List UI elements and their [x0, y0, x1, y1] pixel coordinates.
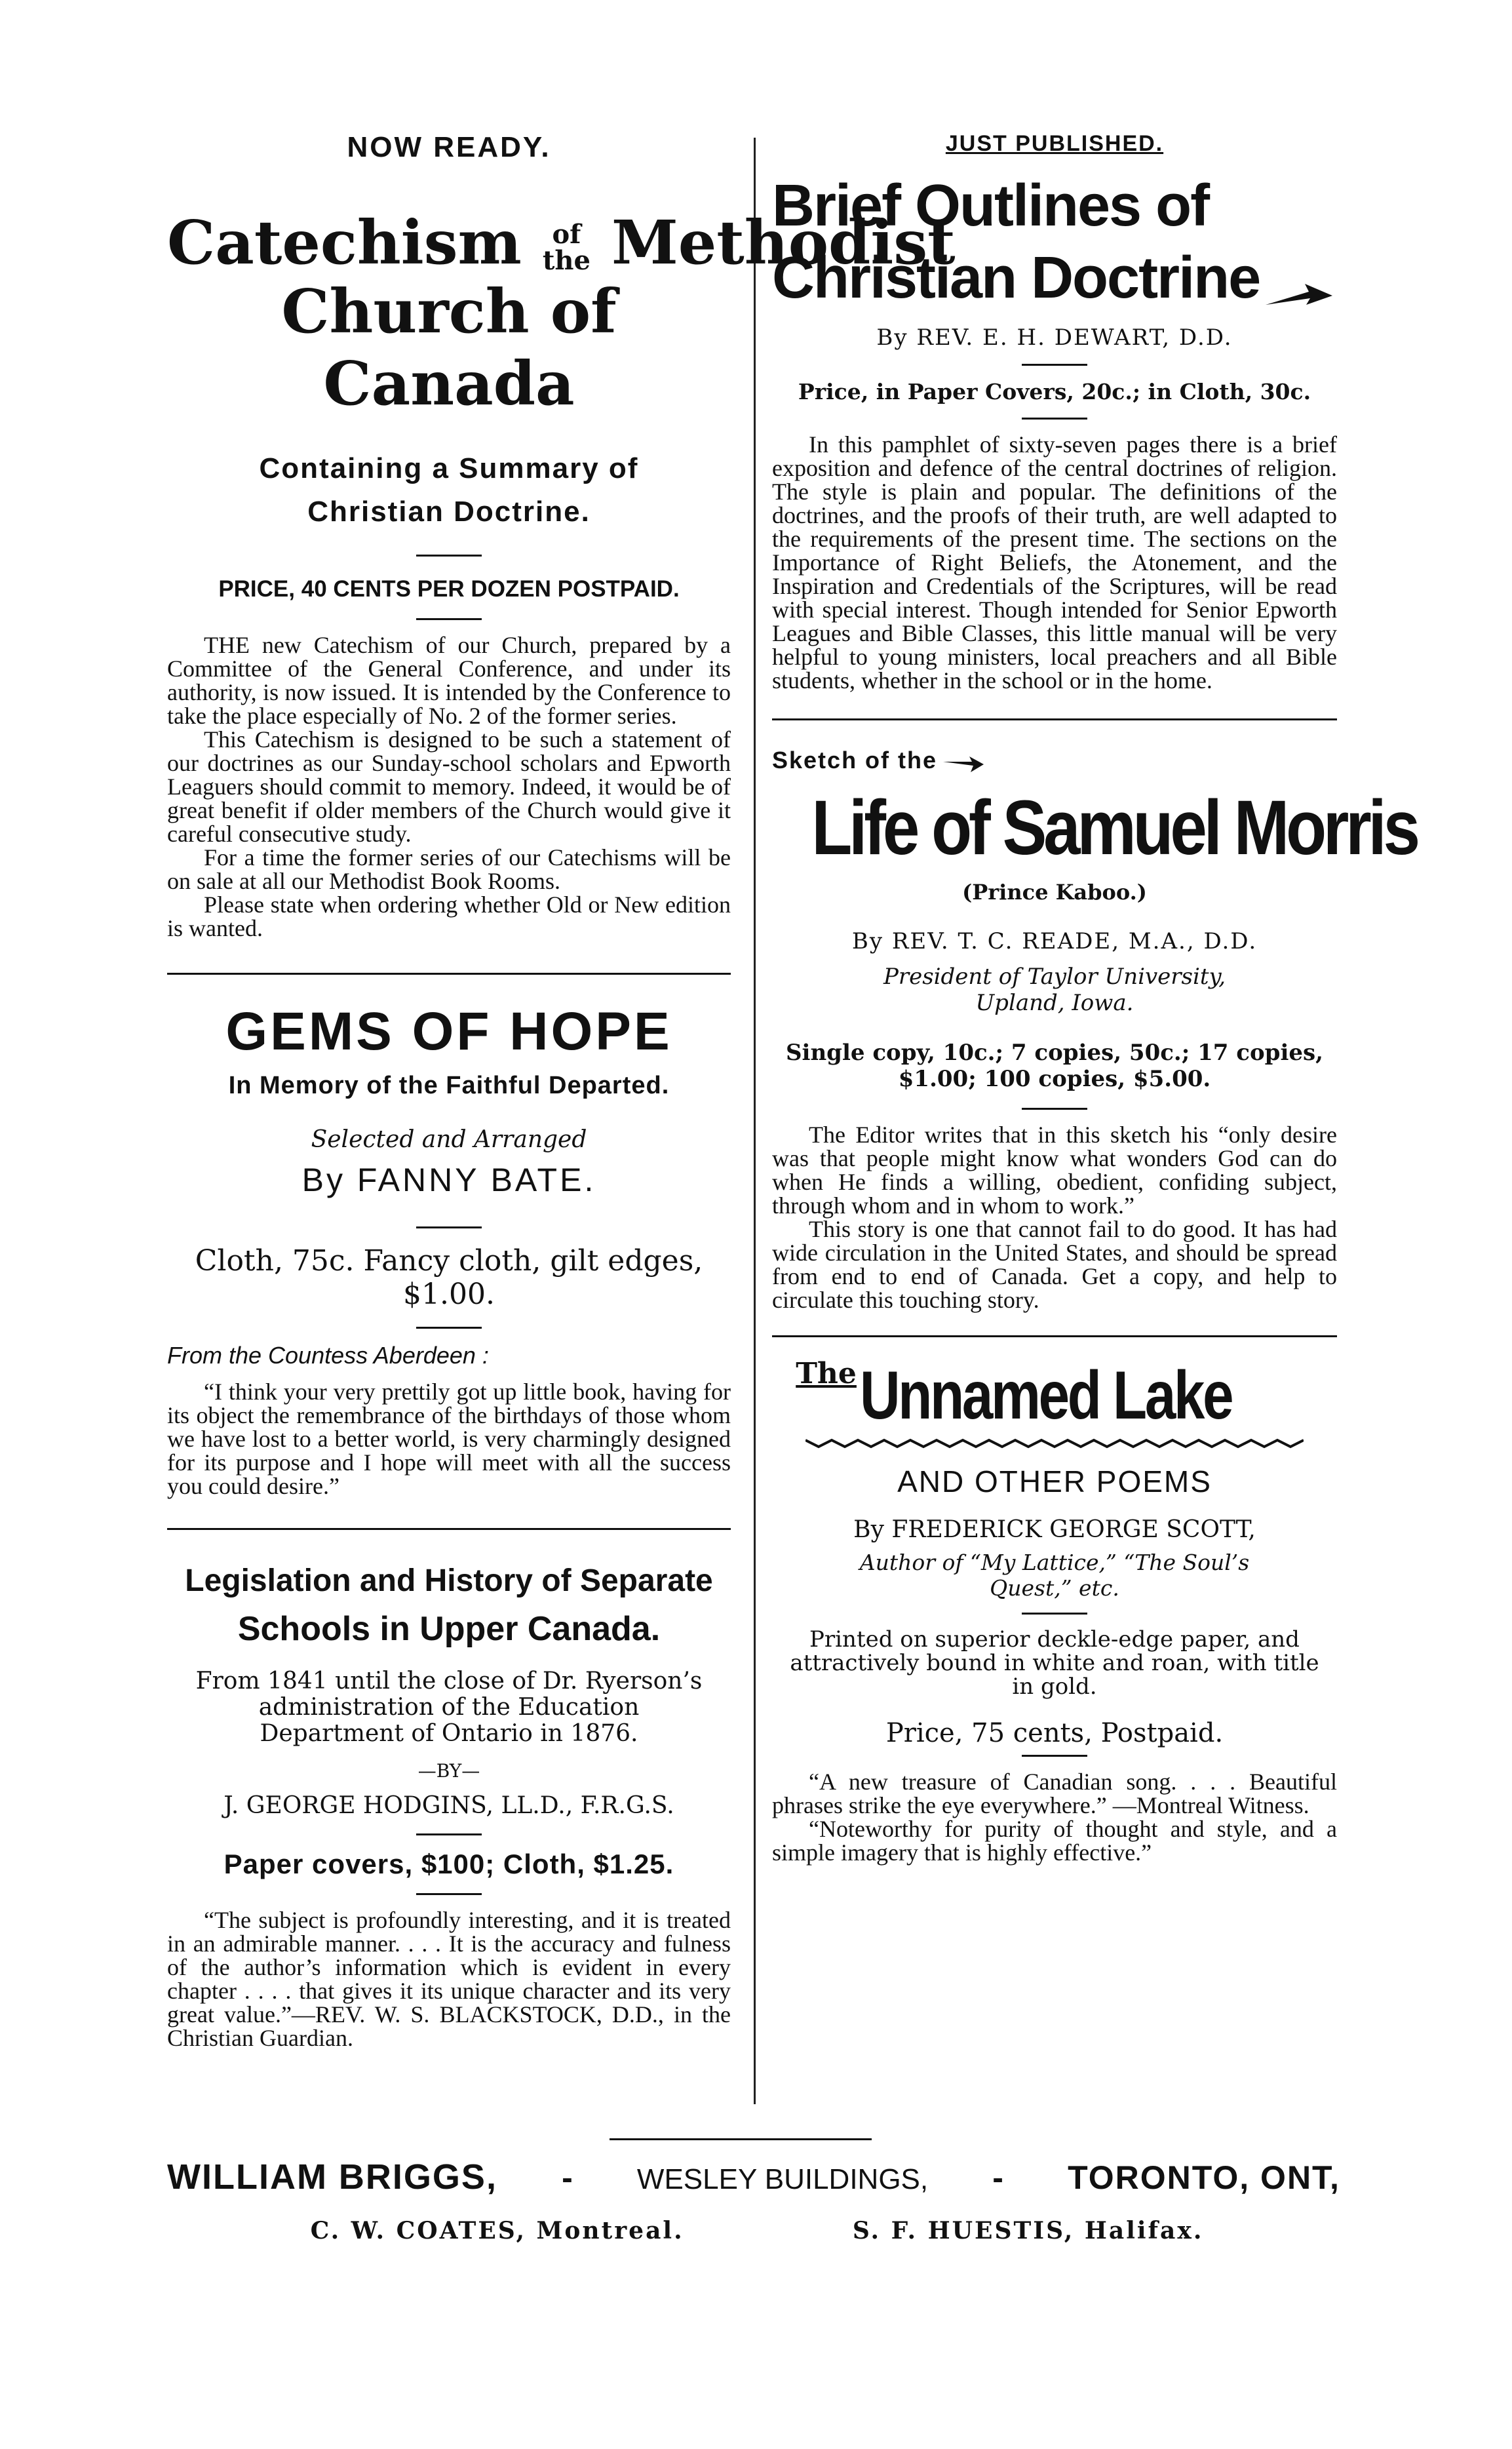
morris-price-2: $1.00; 100 copies, $5.00. [898, 1065, 1211, 1092]
catechism-title-of-the [542, 219, 591, 277]
lake-ad [772, 1357, 1337, 1864]
catechism-body [167, 633, 731, 940]
section-rule [167, 1528, 731, 1530]
morris-by: By REV. T. C. READE, M.A., D.D. [851, 928, 1258, 954]
lake-title: Unnamed Lake [860, 1357, 1232, 1434]
outlines-body [772, 433, 1337, 692]
footer-agents-row [167, 2217, 1340, 2244]
lake-title-the: The [796, 1356, 857, 1390]
morris-role-2: Upland, Iowa. [975, 989, 1134, 1016]
morris-subtitle: (Prince Kaboo.) [962, 879, 1147, 905]
pointing-hand-icon [1263, 272, 1335, 314]
outlines-title-1: Brief Outlines of [772, 173, 1209, 239]
short-rule [416, 1226, 482, 1228]
lake-price: Price, 75 cents, Postpaid. [885, 1717, 1224, 1748]
section-rule [772, 718, 1337, 720]
catechism-para: Please state when ordering whether Old or New edition is wanted. [167, 891, 731, 941]
footer-publisher-row [167, 2157, 1340, 2197]
outlines-kicker: JUST PUBLISHED. [945, 131, 1164, 156]
lake-by: By FREDERICK GEORGE SCOTT, [853, 1516, 1256, 1543]
lake-quotes [772, 1770, 1337, 1864]
outlines-by: By REV. E. H. DEWART, D.D. [876, 324, 1233, 351]
legislation-by-label: —BY— [417, 1760, 480, 1782]
catechism-subtitle-1: Containing a Summary of [259, 452, 639, 484]
morris-role-1: President of Taylor University, [883, 963, 1226, 990]
footer-dash: - [992, 2159, 1003, 2196]
gems-ad [167, 1001, 731, 1498]
short-rule [416, 1833, 482, 1835]
footer-city: TORONTO, ONT, [1068, 2159, 1340, 2196]
gems-title: GEMS OF HOPE [225, 1002, 672, 1061]
lake-author-2: Quest,” etc. [990, 1575, 1119, 1601]
catechism-title-the: the [542, 245, 591, 277]
outlines-para: In this pamphlet of sixty-seven pages there is a brief exposition and defence of the central doctrines of religion. The style is plain and popular. The definitions of the doctrines, and the proofs of their truth, are well adapted to the requirements of the present time. The sections on the Importance of Right Beliefs, the Atonement, and the Inspiration and Credentials of the Scriptures, will be read with special interest. Though intended for Senior Epworth Leagues and Bible Classes, this little manual will be very helpful to young ministers, local preachers and all Bible students, whether in the school or in the home. [772, 431, 1337, 694]
lake-title-row [772, 1357, 1337, 1435]
outlines-ad [772, 131, 1337, 692]
outlines-price: Price, in Paper Covers, 20c.; in Cloth, 30c. [798, 379, 1311, 404]
legislation-author: J. GEORGE HODGINS, LL.D., F.R.G.S. [223, 1792, 674, 1819]
short-rule [1022, 418, 1087, 420]
gems-by: By FANNY BATE. [301, 1162, 596, 1198]
pointing-hand-icon [940, 753, 986, 779]
lake-author-1: Author of “My Lattice,” “The Soul’s [859, 1549, 1250, 1575]
morris-title: Life of Samuel Morris [811, 784, 1417, 871]
morris-kicker-row [772, 747, 1337, 779]
short-rule [1022, 1613, 1087, 1615]
gems-selected: Selected and Arranged [311, 1126, 587, 1153]
outlines-title-2: Christian Doctrine [772, 245, 1260, 311]
short-rule [416, 555, 482, 557]
catechism-title-word2: Methodist [611, 207, 956, 278]
footer-rule [610, 2138, 872, 2140]
short-rule [416, 618, 482, 620]
gems-subtitle: In Memory of the Faithful Departed. [228, 1072, 670, 1099]
morris-kicker: Sketch of the [772, 747, 938, 774]
gems-quote: “I think your very prettily got up little book, having for its object the remembrance of the birthdays of those whom we have lost to a better world, is very charmingly designed for its purpose and I hope will meet with all the success you could desire.” [167, 1379, 731, 1499]
morris-para: This story is one that cannot fail to do good. It has had wide circulation in the United States, and should be spread from end to end of Canada. Get a copy, and help to circulate this touching story. [772, 1215, 1337, 1313]
lake-quote: “Noteworthy for purity of thought and style, and a simple imagery that is highly effective.” [772, 1815, 1337, 1866]
legislation-price: Paper covers, $100; Cloth, $1.25. [223, 1849, 674, 1879]
catechism-title-word1: Catechism [167, 207, 522, 278]
short-rule [1022, 1108, 1087, 1110]
short-rule [1022, 364, 1087, 366]
catechism-kicker: NOW READY. [347, 131, 551, 163]
lake-printed: Printed on superior deckle-edge paper, and attractively bound in white and roan, with title in gold. [790, 1626, 1319, 1700]
morris-ad [772, 747, 1417, 1313]
catechism-title-of: of [552, 219, 581, 250]
legislation-title-2: Schools in Upper Canada. [237, 1610, 661, 1648]
lake-subtitle: AND OTHER POEMS [897, 1464, 1212, 1499]
catechism-price: PRICE, 40 CENTS PER DOZEN POSTPAID. [218, 576, 680, 602]
legislation-ad [167, 1563, 731, 2050]
catechism-title [167, 207, 956, 278]
footer-agent-right: S. F. HUESTIS, Halifax. [852, 2217, 1204, 2244]
catechism-para: For a time the former series of our Catechisms will be on sale at all our Methodist Book Rooms. [167, 844, 731, 894]
lake-quote: “A new treasure of Canadian song. . . . Beautiful phrases strike the eye everywhere.” —Montreal Witness. [772, 1768, 1337, 1818]
footer-publisher: WILLIAM BRIGGS, [167, 2157, 497, 2197]
short-rule [1022, 1755, 1087, 1757]
legislation-quote-block [167, 1908, 731, 2050]
footer [167, 2157, 1340, 2262]
gems-quote-block [167, 1380, 731, 1498]
column-divider [754, 138, 756, 2104]
catechism-title-line2: Church of Canada [281, 276, 617, 419]
legislation-desc: From 1841 until the close of Dr. Ryerson’s administration of the Education Department of Ontario in 1876. [195, 1668, 703, 1747]
short-rule [416, 1893, 482, 1895]
legislation-quote: “The subject is profoundly interesting, and it is treated in an admirable manner. . . . It is the accuracy and fulness of the author’s information which is evident in every chapter . . . . that gives it its unique character and its very great value.”—REV. W. S. BLACKSTOCK, D.D., in the Christian Guardian. [167, 1907, 731, 2051]
short-rule [416, 1327, 482, 1329]
catechism-subtitle-2: Christian Doctrine. [307, 496, 591, 528]
catechism-para: THE new Catechism of our Church, prepared by a Committee of the General Conference, and under its authority, is now issued. It is intended by the Conference to take the place especially of No. 2 of the former series. [167, 632, 731, 729]
outlines-title-2-row [772, 242, 1337, 314]
footer-dash: - [562, 2159, 573, 2196]
footer-address: WESLEY BUILDINGS, [636, 2163, 929, 2195]
section-rule [167, 973, 731, 975]
catechism-para: This Catechism is designed to be such a statement of our doctrines as our Sunday-school scholars and Epworth Leaguers should commit to memory. Indeed, it would be of great benefit if older members of the Church would give it careful consecutive study. [167, 726, 731, 847]
morris-price-1: Single copy, 10c.; 7 copies, 50c.; 17 copies, [785, 1039, 1323, 1066]
right-column [772, 131, 1417, 1866]
legislation-title-1: Legislation and History of Separate [185, 1563, 713, 1598]
morris-body [772, 1123, 1337, 1312]
wavy-rule [772, 1435, 1337, 1455]
section-rule [772, 1335, 1337, 1337]
morris-para: The Editor writes that in this sketch his “only desire was that people might know what wonders God can do when He finds a willing, obedient, confiding subject, through whom and in whom to work.” [772, 1121, 1337, 1219]
gems-price: Cloth, 75c. Fancy cloth, gilt edges, $1.00. [195, 1244, 703, 1311]
footer-agent-left: C. W. COATES, Montreal. [310, 2217, 684, 2244]
gems-from: From the Countess Aberdeen : [167, 1342, 489, 1369]
